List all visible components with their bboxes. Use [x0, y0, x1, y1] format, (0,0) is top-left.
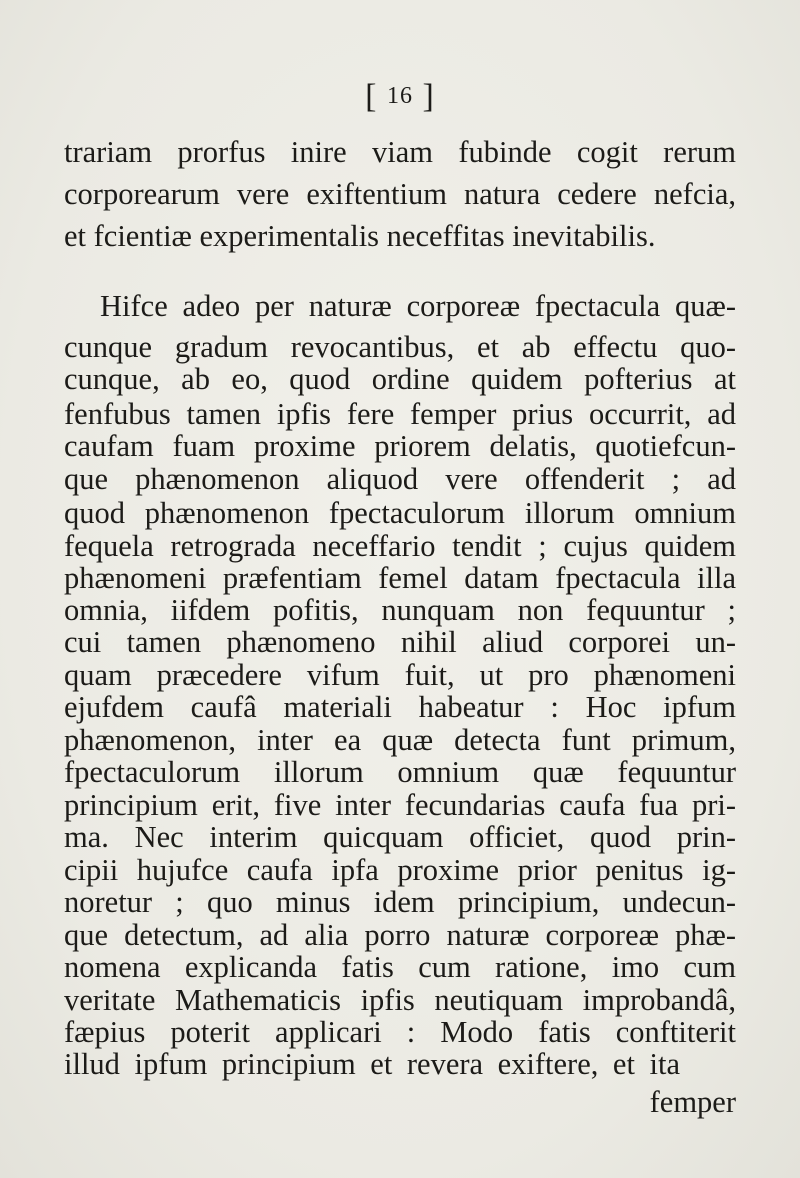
text-line: et fcientiæ experimentalis neceffitas inevitabilis.: [64, 219, 656, 253]
text-line: cunque gradum revocantibus, et ab effectu quo-: [64, 330, 736, 364]
text-line: trariam prorfus inire viam fubinde cogit rerum: [64, 135, 736, 169]
catchword: femper: [649, 1085, 736, 1119]
text-line: phænomeni præfentiam femel datam fpectacula illa: [64, 561, 736, 595]
text-line: corporearum vere exiftentium natura cedere nefcia,: [64, 177, 736, 211]
text-line: principium erit, five inter fecundarias caufa fua pri-: [64, 788, 736, 822]
text-line: cipii hujufce caufa ipfa proxime prior penitus ig-: [64, 853, 736, 887]
left-bracket: [: [365, 78, 378, 115]
text-line: noretur ; quo minus idem principium, undecun-: [64, 885, 736, 919]
page-number: 16: [387, 83, 413, 109]
text-line: fequela retrograda neceffario tendit ; cujus quidem: [64, 529, 736, 563]
text-line: nomena explicanda fatis cum ratione, imo cum: [64, 950, 736, 984]
text-line: que phænomenon aliquod vere offenderit ; ad: [64, 462, 736, 496]
text-line: fæpius poterit applicari : Modo fatis conftiterit: [64, 1015, 736, 1049]
text-line: caufam fuam proxime priorem delatis, quotiefcun-: [64, 429, 736, 463]
text-line: illud ipfum principium et revera exiftere, et ita: [64, 1047, 680, 1081]
page-header: [0, 76, 800, 117]
text-line: fpectaculorum illorum omnium quæ fequuntur: [64, 755, 736, 789]
text-line: cui tamen phænomeno nihil aliud corporei un-: [64, 625, 736, 659]
text-line: quam præcedere vifum fuit, ut pro phænomeni: [64, 658, 736, 692]
text-line: ma. Nec interim quicquam officiet, quod prin-: [64, 820, 736, 854]
text-line: que detectum, ad alia porro naturæ corporeæ phæ-: [64, 918, 736, 952]
text-line: quod phænomenon fpectaculorum illorum omnium: [64, 496, 736, 530]
text-line: Hifce adeo per naturæ corporeæ fpectacula quæ-: [100, 289, 736, 323]
text-line: veritate Mathematicis ipfis neutiquam improbandâ,: [64, 983, 736, 1017]
text-line: omnia, iifdem pofitis, nunquam non fequuntur ;: [64, 593, 736, 627]
text-line: ejufdem caufâ materiali habeatur : Hoc ipfum: [64, 690, 736, 724]
text-line: fenfubus tamen ipfis fere femper prius occurrit, ad: [64, 397, 736, 431]
right-bracket: ]: [422, 78, 435, 115]
text-line: phænomenon, inter ea quæ detecta funt primum,: [64, 723, 736, 757]
text-line: cunque, ab eo, quod ordine quidem pofterius at: [64, 362, 736, 396]
